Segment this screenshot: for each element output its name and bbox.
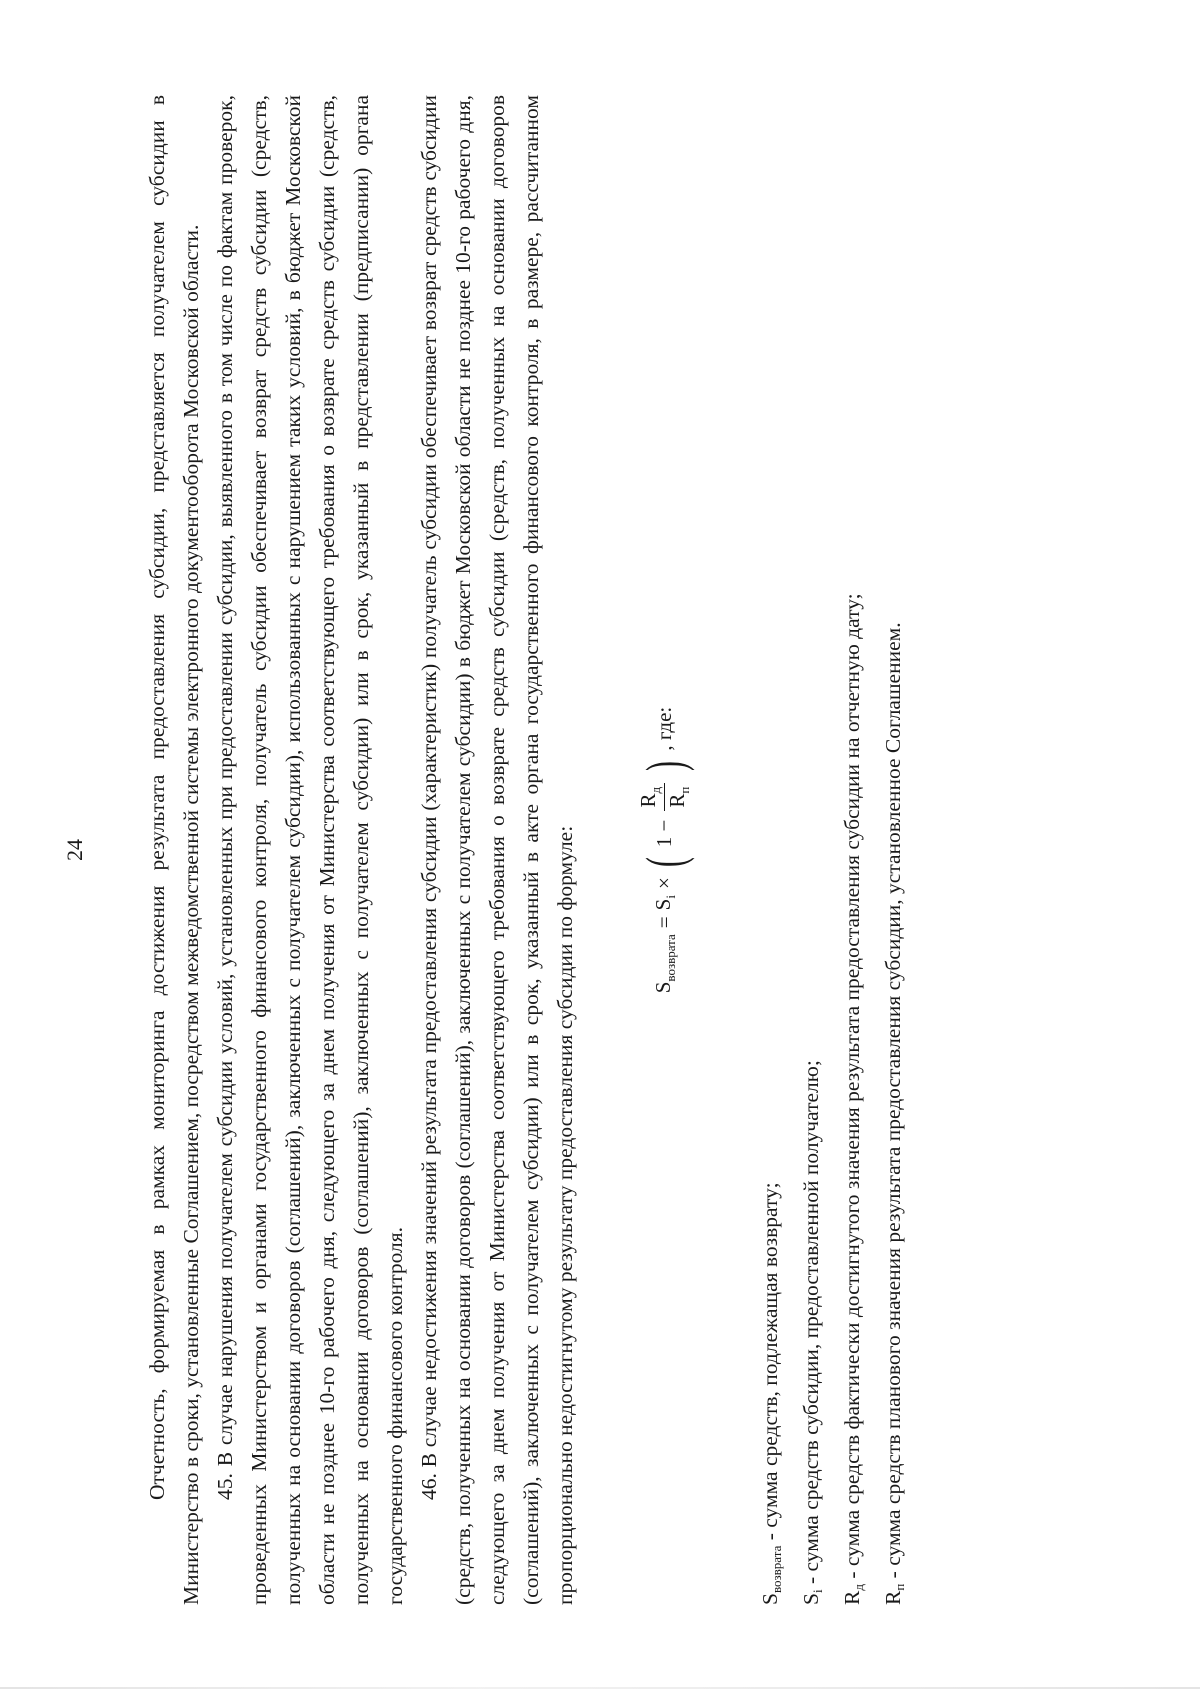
paragraph-46: 46. В случае недостижения значений результата предоставления субсидии (характеристик) получатель субсидии обеспечивает возврат средств субсидии (средств, полученных на основании договоров (соглашений), заключенных с получателем субсидии) в бюджет Московской области не позднее 10-го рабочего дня, следующего за днем получения от Министерства соответствующего требования о возврате средств субсидии (средств, полученных на основании договоров (соглашений), заключенных с получателем субсидии) или в срок, указанный в акте органа государственного финансового контроля, в размере, рассчитанном пропорционально недостигнутому результату предоставления субсидии по формуле: [417, 95, 577, 1605]
formula-lhs: $S_{возврата}$ [650, 934, 678, 994]
legend-item: $R_п$ - сумма средств планового значения результата предоставления субсидии, установленное Соглашением. [881, 622, 907, 1605]
legend-item: $S_{возврата}$ - сумма средств, подлежащая возврату; [758, 1182, 784, 1605]
paragraph-45: 45. В случае нарушения получателем субсидии условий, установленных при предоставлении субсидии, выявленного в том числе по фактам проверок, проведенных Министерством и органами государственного финансового контроля, получатель субсидии обеспечивает возврат средств субсидии (средств, полученных на основании договоров (соглашений), заключенных с получателем субсидии), использованных с нарушением таких условий, в бюджет Московской области не позднее 10-го рабочего дня, следующего за днем получения от Министерства соответствующего требования о возврате средств субсидии (средств, полученных на основании договоров (соглашений), заключенных с получателем субсидии) или в срок, указанный в представлении (предписании) органа государственного финансового контроля. [213, 95, 407, 1605]
rotated-page [62, 95, 1150, 1605]
paragraph-reporting: Отчетность, формируемая в рамках мониторинга достижения результата предоставления субсидии, представляется получателем субсидии в Министерство в сроки, установленные Соглашением, посредством межведомственной системы электронного документооборота Московской области. [145, 95, 203, 1605]
formula-s-i: $S_i$ [650, 895, 678, 911]
formula-legend [753, 95, 917, 1605]
fraction-denominator: $R_п$ [665, 786, 692, 808]
scan-edge-line [0, 1687, 1200, 1689]
formula-equals: = [652, 916, 676, 929]
page-number: 24 [62, 839, 87, 861]
formula-tail: , где: [652, 706, 676, 751]
legend-item: $S_i$ - сумма средств субсидии, предоставленной получателю; [799, 1060, 825, 1605]
formula-times: × [652, 877, 676, 890]
formula-one-minus: 1 − [652, 819, 676, 848]
refund-formula [636, 95, 693, 1605]
legend-item: $R_д$ - сумма средств фактически достигнутого значения результата предоставления субсидии на отчетную дату; [840, 593, 866, 1605]
left-paren: ( [634, 857, 695, 868]
body-text [140, 95, 582, 1605]
right-paren: ) [634, 760, 695, 771]
formula-fraction [636, 783, 693, 812]
fraction-numerator: $R_д$ [636, 783, 665, 812]
